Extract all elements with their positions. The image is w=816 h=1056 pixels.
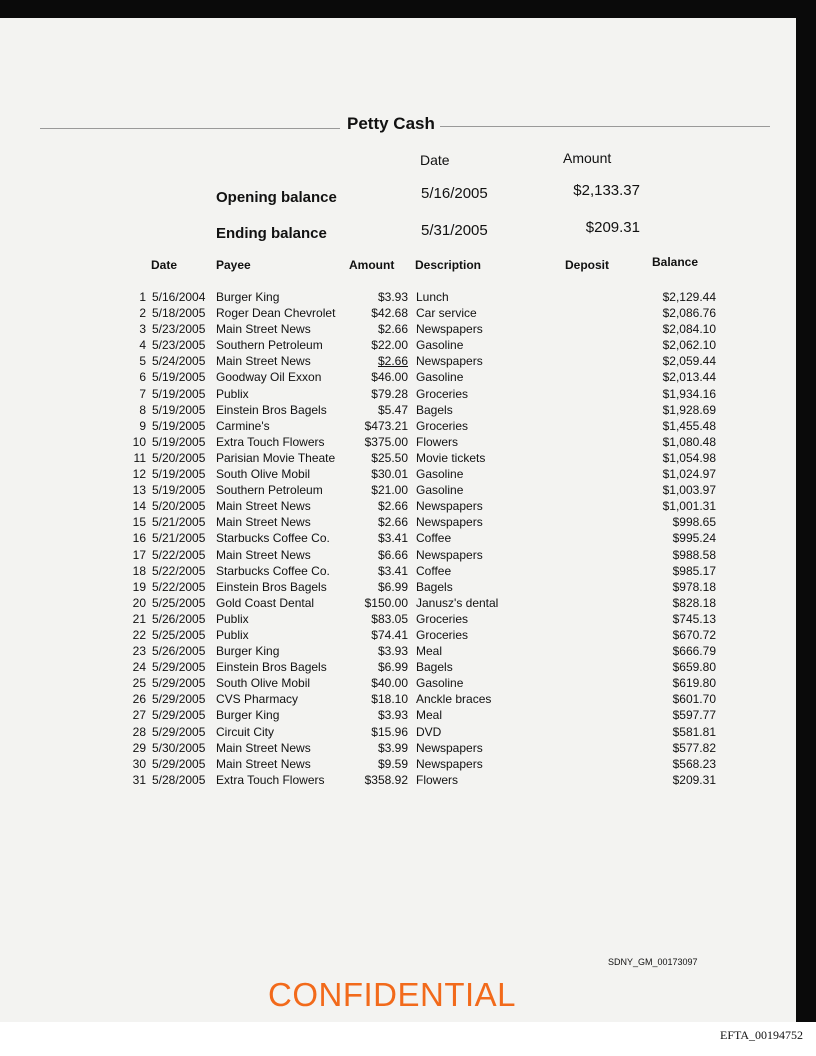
row-amount: $46.00: [371, 370, 408, 385]
title-rule-right: [440, 126, 770, 127]
row-payee: Publix: [216, 627, 249, 642]
row-number: 28: [132, 724, 146, 739]
row-description: Newspapers: [416, 354, 483, 369]
ending-balance-label: Ending balance: [216, 225, 327, 242]
confidential-stamp: CONFIDENTIAL: [268, 976, 517, 1013]
row-description: Groceries: [416, 386, 469, 401]
row-number: 7: [139, 386, 146, 401]
row-payee: Einstein Bros Bagels: [216, 660, 327, 675]
row-payee: Main Street News: [216, 756, 311, 771]
row-payee: Roger Dean Chevrolet: [216, 306, 336, 321]
row-amount: $18.10: [371, 692, 408, 707]
row-number: 4: [139, 338, 146, 353]
table-row: [0, 772, 796, 788]
row-amount: $15.96: [371, 724, 408, 739]
column-header-description: Description: [415, 258, 482, 272]
row-number: 6: [139, 370, 146, 385]
row-date: 5/20/2005: [152, 499, 206, 514]
table-row: [0, 756, 796, 772]
row-number: 22: [132, 627, 146, 642]
row-description: Flowers: [416, 772, 459, 787]
row-date: 5/30/2005: [152, 740, 206, 755]
row-amount: $3.93: [377, 290, 408, 304]
row-date: 5/19/2005: [152, 418, 206, 433]
table-row: [0, 466, 796, 482]
row-number: 5: [139, 354, 146, 369]
row-number: 8: [139, 402, 146, 417]
row-balance: $1,928.69: [662, 402, 716, 417]
row-number: 29: [132, 740, 146, 755]
row-number: 24: [132, 660, 146, 675]
row-amount: $5.47: [377, 402, 408, 417]
row-balance: $2,062.10: [662, 338, 716, 353]
row-amount: $21.00: [371, 483, 408, 498]
row-date: 5/23/2005: [152, 322, 206, 337]
row-payee: Goodway Oil Exxon: [216, 370, 322, 385]
table-row: [0, 643, 796, 659]
row-description: Gasoline: [416, 467, 464, 482]
table-row: [0, 611, 796, 627]
row-payee: Publix: [216, 386, 249, 401]
page-title: Petty Cash: [347, 114, 435, 133]
row-amount: $3.99: [377, 740, 408, 755]
table-row: [0, 369, 796, 385]
row-description: Newspapers: [416, 740, 483, 755]
table-row: [0, 691, 796, 707]
row-description: Bagels: [416, 579, 453, 594]
row-amount: $3.93: [377, 644, 408, 659]
row-balance: $581.81: [672, 724, 716, 739]
row-description: Groceries: [416, 627, 469, 642]
row-amount: $358.92: [364, 772, 408, 787]
row-payee: Starbucks Coffee Co.: [216, 531, 330, 546]
row-amount: $9.59: [377, 756, 408, 771]
table-row: [0, 353, 796, 369]
table-row: [0, 305, 796, 321]
ending-balance-amount: $209.31: [585, 219, 640, 236]
row-number: 10: [132, 434, 146, 449]
row-balance: $998.65: [672, 515, 716, 530]
row-payee: Main Street News: [216, 547, 311, 562]
row-amount: $83.05: [371, 611, 408, 626]
header-amount-label: Amount: [563, 150, 612, 166]
row-description: Lunch: [416, 290, 449, 304]
row-description: Meal: [416, 708, 443, 723]
row-amount: $6.99: [377, 579, 408, 594]
row-number: 20: [132, 595, 146, 610]
table-row: [0, 321, 796, 337]
row-amount: $79.28: [371, 386, 408, 401]
row-date: 5/29/2005: [152, 676, 206, 691]
row-description: Flowers: [416, 434, 459, 449]
row-number: 19: [132, 579, 146, 594]
row-payee: Burger King: [216, 644, 280, 659]
row-number: 21: [132, 611, 146, 626]
row-amount: $473.21: [364, 418, 408, 433]
row-payee: Circuit City: [216, 724, 275, 739]
row-description: Janusz's dental: [416, 595, 499, 610]
row-amount: $6.66: [377, 547, 408, 562]
row-number: 13: [132, 483, 146, 498]
row-balance: $1,024.97: [662, 467, 716, 482]
table-row: [0, 595, 796, 611]
row-number: 2: [139, 306, 146, 321]
row-number: 27: [132, 708, 146, 723]
row-date: 5/19/2005: [152, 386, 206, 401]
row-number: 18: [132, 563, 146, 578]
column-header-payee: Payee: [216, 258, 251, 272]
row-balance: $995.24: [672, 531, 716, 546]
row-balance: $1,054.98: [662, 450, 716, 465]
table-row: [0, 386, 796, 402]
row-number: 14: [132, 499, 146, 514]
row-amount: $150.00: [364, 595, 408, 610]
table-row: [0, 402, 796, 418]
table-row: [0, 724, 796, 740]
row-description: Newspapers: [416, 515, 483, 530]
table-row: [0, 547, 796, 563]
row-balance: $597.77: [672, 708, 716, 723]
row-payee: Southern Petroleum: [216, 338, 323, 353]
row-balance: $209.31: [672, 772, 716, 787]
row-balance: $978.18: [672, 579, 716, 594]
row-amount: $42.68: [371, 306, 408, 321]
row-number: 1: [139, 290, 146, 304]
row-payee: South Olive Mobil: [216, 676, 311, 691]
row-description: Anckle braces: [416, 692, 492, 707]
row-date: 5/29/2005: [152, 756, 206, 771]
row-balance: $745.13: [672, 611, 716, 626]
row-balance: $659.80: [672, 660, 716, 675]
table-row: [0, 627, 796, 643]
row-payee: Carmine's: [216, 418, 270, 433]
row-payee: Main Street News: [216, 740, 311, 755]
row-balance: $601.70: [672, 692, 716, 707]
row-date: 5/22/2005: [152, 579, 206, 594]
row-balance: $1,001.31: [662, 499, 716, 514]
row-payee: Burger King: [216, 290, 280, 304]
efta-number: EFTA_00194752: [720, 1028, 804, 1042]
row-description: Meal: [416, 644, 443, 659]
row-description: Movie tickets: [416, 450, 486, 465]
row-amount: $375.00: [364, 434, 408, 449]
row-date: 5/26/2005: [152, 611, 206, 626]
row-date: 5/29/2005: [152, 692, 206, 707]
row-payee: Starbucks Coffee Co.: [216, 563, 330, 578]
row-payee: Main Street News: [216, 354, 311, 369]
row-payee: Publix: [216, 611, 249, 626]
table-row: [0, 563, 796, 579]
row-balance: $2,059.44: [662, 354, 716, 369]
title-rule-left: [40, 128, 340, 129]
row-payee: Main Street News: [216, 322, 311, 337]
row-balance: $1,080.48: [662, 434, 716, 449]
row-amount: $25.50: [371, 450, 408, 465]
row-number: 26: [132, 692, 146, 707]
bates-number: SDNY_GM_00173097: [608, 957, 698, 967]
row-date: 5/25/2005: [152, 595, 206, 610]
row-amount: $3.41: [377, 563, 408, 578]
row-number: 9: [139, 418, 146, 433]
row-date: 5/29/2005: [152, 724, 206, 739]
row-date: 5/19/2005: [152, 434, 206, 449]
row-description: Newspapers: [416, 499, 483, 514]
row-amount: $2.66: [377, 515, 408, 530]
table-row: [0, 337, 796, 353]
row-date: 5/29/2005: [152, 708, 206, 723]
row-description: Newspapers: [416, 322, 483, 337]
row-description: Bagels: [416, 402, 453, 417]
row-description: Gasoline: [416, 370, 464, 385]
row-date: 5/25/2005: [152, 627, 206, 642]
table-row: [0, 434, 796, 450]
opening-balance-date: 5/16/2005: [421, 185, 488, 202]
table-row: [0, 675, 796, 691]
row-balance: $828.18: [672, 595, 716, 610]
row-number: 11: [133, 450, 146, 465]
row-date: 5/21/2005: [152, 531, 206, 546]
row-payee: Southern Petroleum: [216, 483, 323, 498]
row-balance: $577.82: [672, 740, 716, 755]
row-balance: $666.79: [672, 644, 716, 659]
row-amount: $2.66: [377, 354, 408, 369]
row-balance: $568.23: [672, 756, 716, 771]
row-balance: $2,129.44: [662, 290, 716, 304]
row-number: 30: [132, 756, 146, 771]
row-date: 5/23/2005: [152, 338, 206, 353]
row-balance: $670.72: [672, 627, 716, 642]
row-balance: $1,934.16: [662, 386, 716, 401]
row-payee: Einstein Bros Bagels: [216, 579, 327, 594]
row-number: 25: [132, 676, 146, 691]
row-balance: $2,086.76: [662, 306, 716, 321]
row-payee: Extra Touch Flowers: [216, 434, 325, 449]
row-number: 31: [132, 772, 146, 787]
row-description: Car service: [416, 306, 477, 321]
row-payee: Gold Coast Dental: [216, 595, 315, 610]
row-amount: $3.93: [377, 708, 408, 723]
table-row: [0, 707, 796, 723]
row-balance: $985.17: [672, 563, 716, 578]
row-amount: $30.01: [371, 467, 408, 482]
header-date-label: Date: [420, 152, 450, 168]
opening-balance-label: Opening balance: [216, 189, 337, 206]
row-description: Gasoline: [416, 338, 464, 353]
row-balance: $2,013.44: [662, 370, 716, 385]
ending-balance-date: 5/31/2005: [421, 222, 488, 239]
row-amount: $2.66: [377, 499, 408, 514]
row-number: 12: [132, 467, 146, 482]
row-payee: Extra Touch Flowers: [216, 772, 325, 787]
row-payee: Burger King: [216, 708, 280, 723]
row-amount: $6.99: [377, 660, 408, 675]
row-description: Bagels: [416, 660, 453, 675]
row-date: 5/26/2005: [152, 644, 206, 659]
row-number: 23: [132, 644, 146, 659]
column-header-balance: Balance: [652, 255, 699, 269]
row-date: 5/20/2005: [152, 450, 206, 465]
row-balance: $1,455.48: [662, 418, 716, 433]
table-row: [0, 498, 796, 514]
table-row: [0, 289, 796, 305]
opening-balance-amount: $2,133.37: [573, 182, 640, 199]
row-description: Gasoline: [416, 676, 464, 691]
row-description: Gasoline: [416, 483, 464, 498]
row-number: 16: [132, 531, 146, 546]
row-number: 3: [139, 322, 146, 337]
table-row: [0, 659, 796, 675]
row-date: 5/18/2005: [152, 306, 206, 321]
row-date: 5/19/2005: [152, 402, 206, 417]
row-date: 5/22/2005: [152, 563, 206, 578]
row-description: DVD: [416, 724, 442, 739]
table-row: [0, 579, 796, 595]
row-date: 5/28/2005: [152, 772, 206, 787]
column-header-amount: Amount: [349, 258, 395, 272]
table-row: [0, 740, 796, 756]
row-date: 5/19/2005: [152, 467, 206, 482]
row-payee: South Olive Mobil: [216, 467, 311, 482]
row-description: Groceries: [416, 611, 469, 626]
row-description: Newspapers: [416, 756, 483, 771]
row-amount: $74.41: [371, 627, 408, 642]
column-header-deposit: Deposit: [565, 258, 610, 272]
row-payee: Einstein Bros Bagels: [216, 402, 327, 417]
row-balance: $988.58: [672, 547, 716, 562]
table-row: [0, 450, 796, 466]
row-date: 5/24/2005: [152, 354, 206, 369]
row-date: 5/16/2004: [152, 290, 206, 304]
table-row: [0, 482, 796, 498]
row-description: Coffee: [416, 563, 452, 578]
row-date: 5/19/2005: [152, 483, 206, 498]
table-row: [0, 514, 796, 530]
table-row: [0, 418, 796, 434]
row-balance: $2,084.10: [662, 322, 716, 337]
transactions-table: [0, 289, 796, 788]
row-amount: $22.00: [371, 338, 408, 353]
row-description: Groceries: [416, 418, 469, 433]
row-payee: Parisian Movie Theate: [216, 450, 336, 465]
row-date: 5/29/2005: [152, 660, 206, 675]
row-date: 5/19/2005: [152, 370, 206, 385]
table-row: [0, 530, 796, 546]
scan-border-right: [796, 0, 816, 1022]
row-payee: Main Street News: [216, 515, 311, 530]
row-description: Newspapers: [416, 547, 483, 562]
row-payee: CVS Pharmacy: [216, 692, 299, 707]
row-date: 5/22/2005: [152, 547, 206, 562]
row-balance: $619.80: [672, 676, 716, 691]
row-amount: $2.66: [377, 322, 408, 337]
row-date: 5/21/2005: [152, 515, 206, 530]
row-number: 17: [132, 547, 146, 562]
scan-border-top: [0, 0, 816, 18]
row-amount: $40.00: [371, 676, 408, 691]
column-header-date: Date: [151, 258, 178, 272]
row-payee: Main Street News: [216, 499, 311, 514]
row-number: 15: [132, 515, 146, 530]
row-balance: $1,003.97: [662, 483, 716, 498]
row-amount: $3.41: [377, 531, 408, 546]
row-description: Coffee: [416, 531, 452, 546]
